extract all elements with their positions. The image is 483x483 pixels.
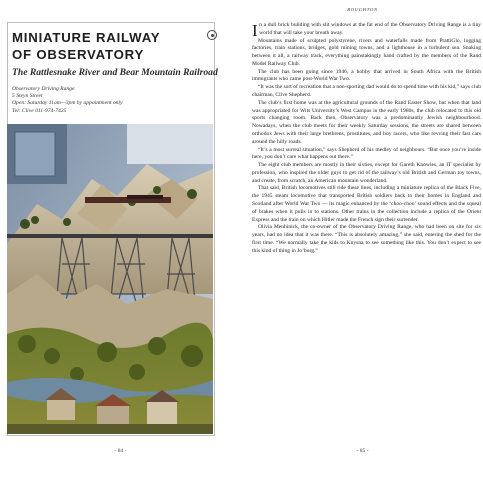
- paragraph: The club has been going since 1946, a hobby that arrived in South Africa with the British immigrants who came post-World War Two.: [252, 68, 481, 83]
- model-railway-photo: [7, 124, 213, 434]
- info-phone: Tel: Clive 011-974-7425: [12, 107, 67, 114]
- left-page: [0, 0, 241, 483]
- info-hours: Open: Saturday 11am—3pm by appointment only: [12, 100, 123, 107]
- paragraph: The eight club members are mostly in their sixties, except for Gareth Knowles, an IT specialist by profession, who inspired the older guys to get rid of the railway’s old British and German toy towns, and create, from scratch, an American mountain wonderland.: [252, 162, 481, 184]
- paragraph: The club’s first home was at the agricultural grounds of the Rand Easter Show, but when that land was appropriated for Wits University’s West Campus in the early 1980s, the club relocated to this old sports changing room. Back then, Observatory was a predominantly Jewish neighbourhood. Nowadays, when the club meets for their weekly Saturday sessions, the streets are shared between orthodox Jews with their large brethrens, prostitutes, and boy racers, who like revving their fast cars around the hilly roads.: [252, 99, 481, 145]
- info-venue: Observatory Driving Range: [12, 86, 75, 92]
- running-head: BOUGHTON: [347, 7, 378, 12]
- entry-subtitle: The Rattlesnake River and Bear Mountain Railroad: [12, 67, 218, 78]
- paragraph-1: [252, 22, 481, 38]
- paragraph: Olivia Menhinick, the co-owner of the Observatory Driving Range, who had been on site for six years, had no idea that it was there. “This is absolutely amazing,” she said, entering the shed for the first time. “We normally take the kids to Knysna to see something like this. You don’t expect to see this kind of thing in Jo’burg.”: [252, 224, 481, 254]
- entry-title: [12, 29, 160, 63]
- info-address: 5 Steyn Street: [12, 93, 43, 100]
- page-number-right: - 85 -: [356, 448, 369, 454]
- right-page: [242, 0, 483, 483]
- article-body: [252, 22, 481, 255]
- title-line-2: OF OBSERVATORY: [12, 47, 145, 62]
- paragraph-1-text: n a dull brick building with slit windows at the far end of the Observatory Driving Range is a tiny world that will take your breath away.: [259, 22, 481, 36]
- paragraph: “It’s a most surreal situation,” says Shepherd of his medley of neighbours. “But once you’re inside here, you don’t care what happens out there.”: [252, 146, 481, 161]
- paragraph: Mountains made of sculpted polystyrene, rivers and waterfalls made from PrattiGlo, logging factories, train stations, bridges, gold mining towns, and a lighthouse in a turbulent sea. Snaking between it all, a railway track, everything painstakingly hand crafted by the members of the Rand Model Railway Club.: [252, 37, 481, 67]
- paragraph: “It was the sort of recreation that a non-sporting dad would do to spend time with his kid,” says club chairman, Clive Shepherd.: [252, 84, 481, 99]
- paragraph: That said, British locomotives still ride these lines, including a miniature replica of the Black Five, the 1945 steam locomotive that transported British soldiers back to their homes in England and Scotland after World War Two — its magic enhanced by the ‘choo-choo’ sound effects and the squeal of brakes when it pulls in to stations. Other trains in the collection include a replica of the Orient Express and the train on which Hitler made the French sign their surrender.: [252, 185, 481, 223]
- compass-icon: [207, 30, 217, 40]
- entry-info: [12, 86, 122, 115]
- title-line-1: MINIATURE RAILWAY: [12, 30, 161, 45]
- page-number-left: - 84 -: [114, 448, 127, 454]
- drop-cap: I: [252, 20, 258, 40]
